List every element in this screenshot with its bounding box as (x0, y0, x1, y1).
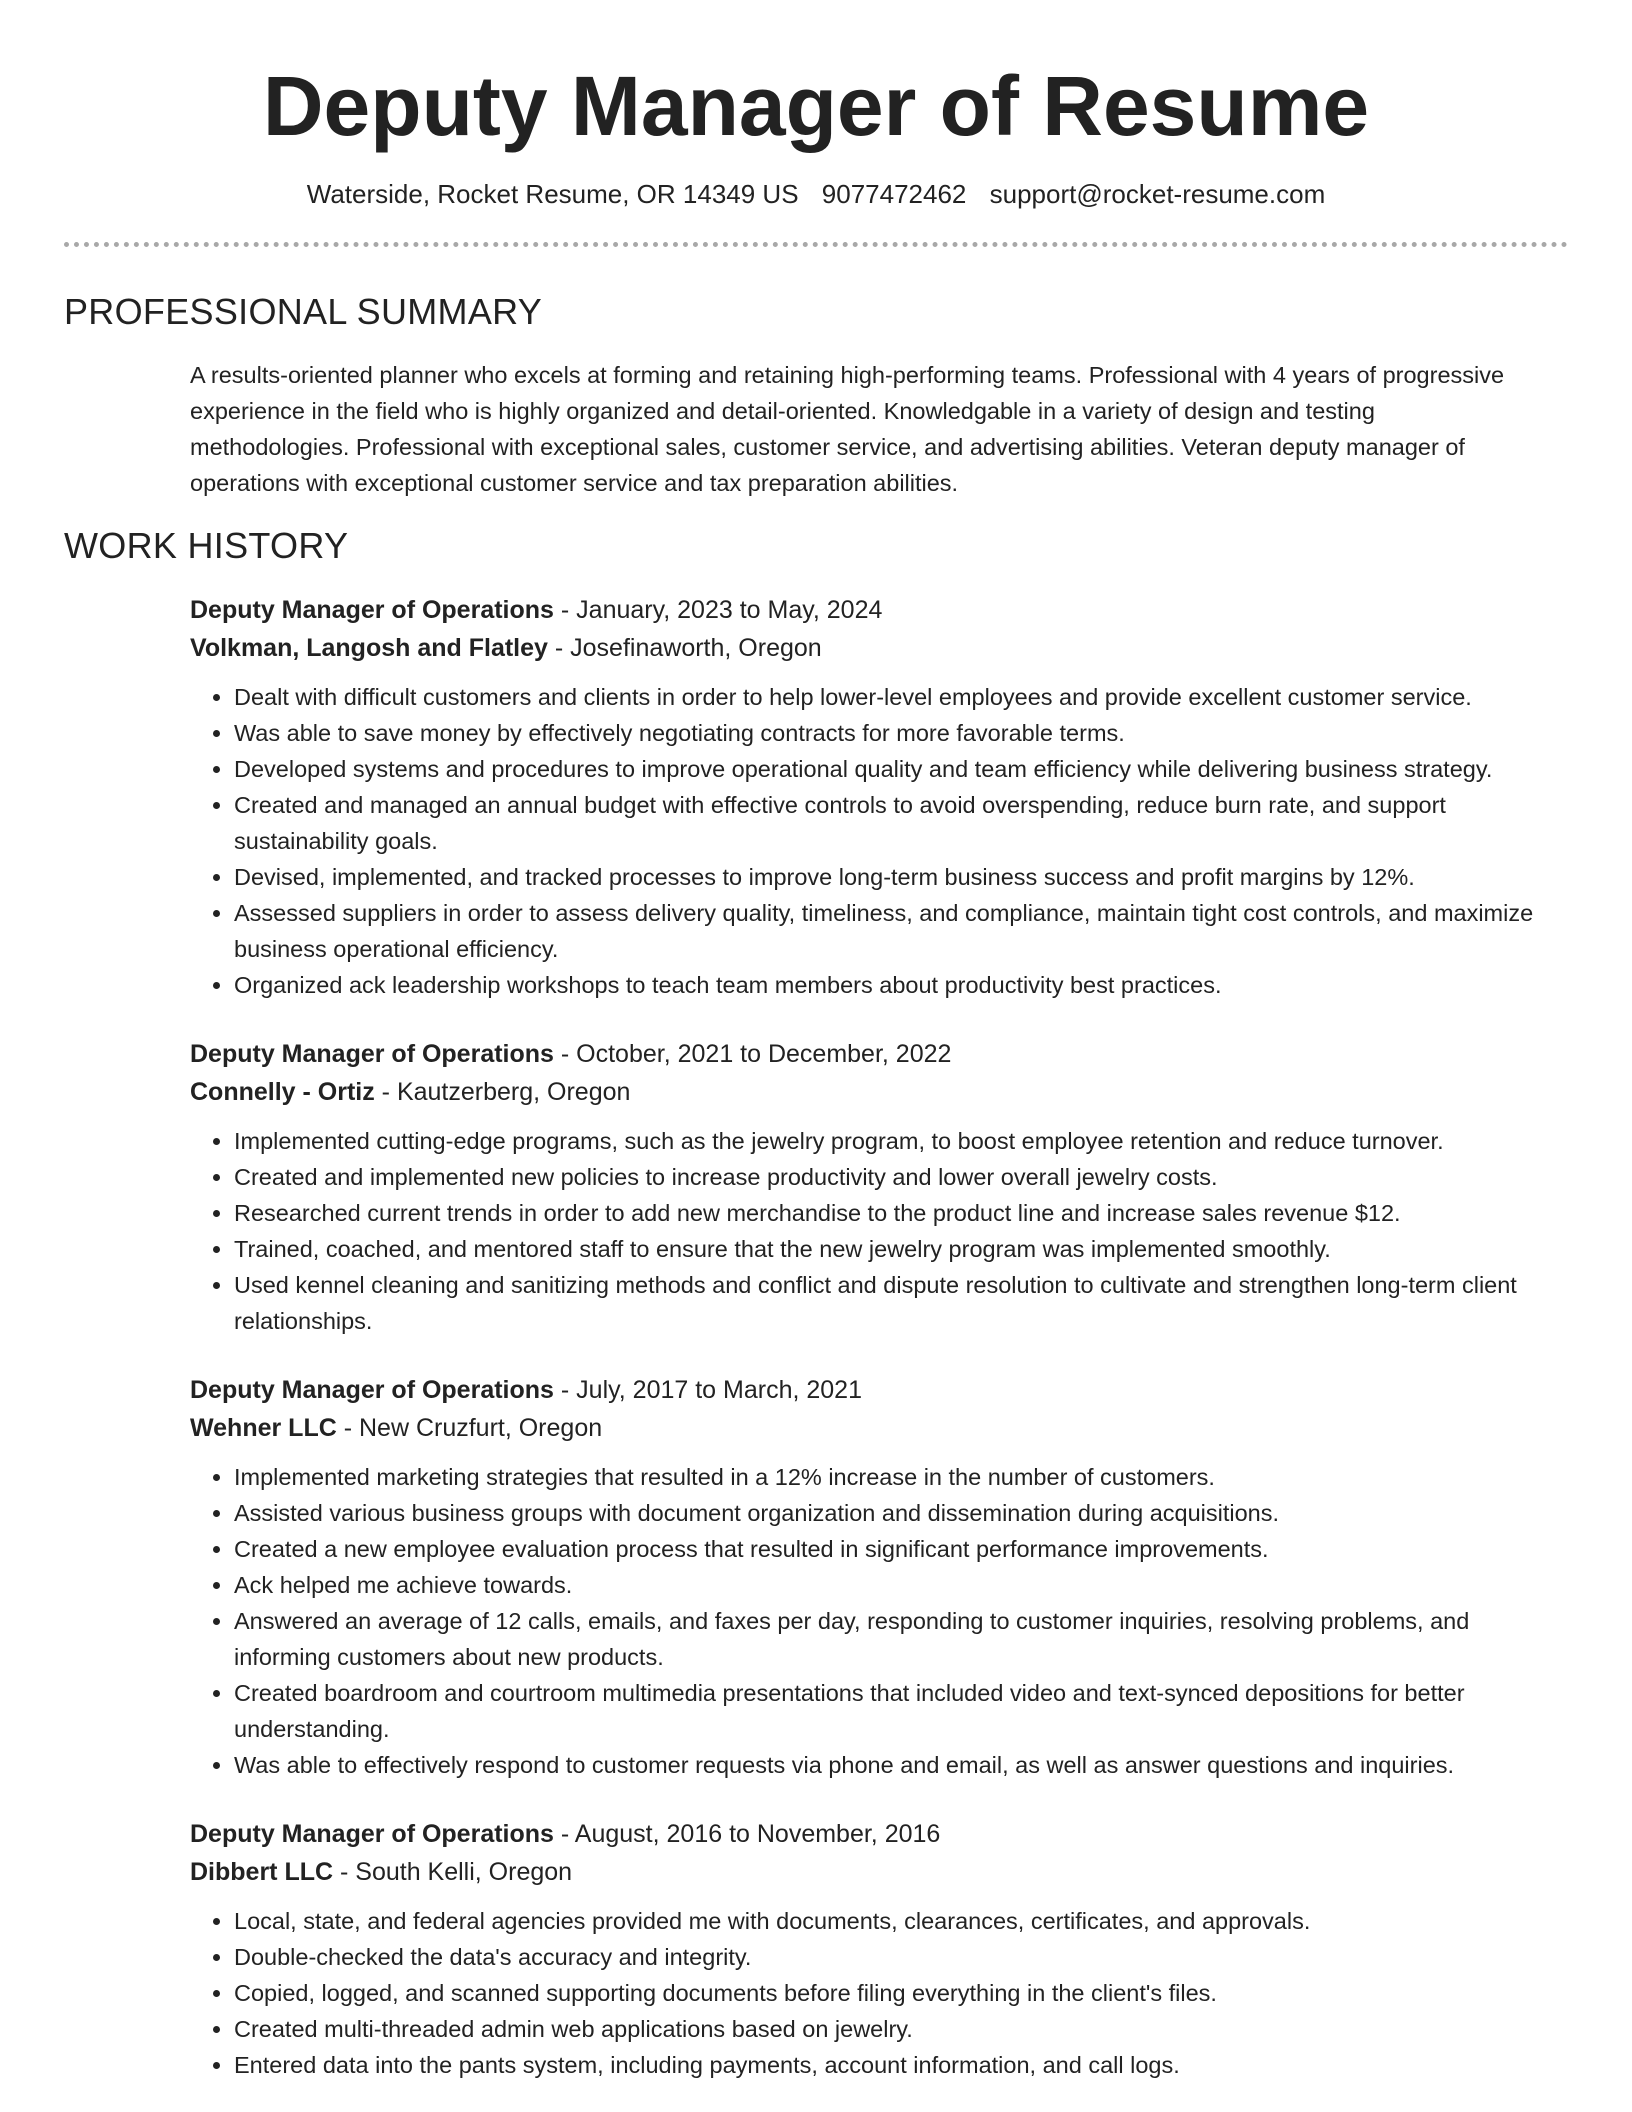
job-bullet: • Entered data into the pants system, including payments, account information, and call logs. (234, 2047, 1568, 2083)
contact-email: support@rocket-resume.com (989, 179, 1326, 209)
job-company-line (190, 629, 1568, 667)
job-bullet: • Dealt with difficult customers and clients in order to help lower-level employees and provide excellent customer service. (234, 679, 1568, 715)
job-dates: - January, 2023 to May, 2024 (553, 596, 883, 624)
job-bullet: • Created and managed an annual budget with effective controls to avoid overspending, reduce burn rate, and support sustainability goals. (234, 787, 1568, 859)
contact-address: Waterside, Rocket Resume, OR 14349 US (306, 179, 799, 209)
job-dates: - October, 2021 to December, 2022 (553, 1040, 952, 1068)
job-entry (190, 591, 1568, 1003)
job-bullet: • Ack helped me achieve towards. (234, 1567, 1568, 1603)
job-bullet: • Created multi-threaded admin web applications based on jewelry. (234, 2011, 1568, 2047)
job-bullet: • Created boardroom and courtroom multimedia presentations that included video and text-synced depositions for better understanding. (234, 1675, 1568, 1747)
job-bullet: • Assessed suppliers in order to assess delivery quality, timeliness, and compliance, maintain tight cost controls, and maximize business operational efficiency. (234, 895, 1568, 967)
job-company-line (190, 1409, 1568, 1447)
summary-heading: PROFESSIONAL SUMMARY (64, 291, 543, 332)
job-role-line (190, 591, 1568, 629)
job-bullet: • Was able to effectively respond to customer requests via phone and email, as well as answer questions and inquiries. (234, 1747, 1568, 1783)
contact-phone: 9077472462 (821, 179, 967, 209)
job-bullet: • Local, state, and federal agencies provided me with documents, clearances, certificates, and approvals. (234, 1903, 1568, 1939)
job-bullet: • Was able to save money by effectively negotiating contracts for more favorable terms. (234, 715, 1568, 751)
job-bullet: • Assisted various business groups with document organization and dissemination during acquisitions. (234, 1495, 1568, 1531)
resume-title: Deputy Manager of Resume (262, 59, 1370, 153)
job-bullet: • Developed systems and procedures to improve operational quality and team efficiency while delivering business strategy. (234, 751, 1568, 787)
job-bullets (190, 1123, 1568, 1339)
job-bullet: • Researched current trends in order to add new merchandise to the product line and increase sales revenue $12. (234, 1195, 1568, 1231)
job-bullet: • Used kennel cleaning and sanitizing methods and conflict and dispute resolution to cultivate and strengthen long-term client relationships. (234, 1267, 1568, 1339)
job-company-line (190, 1073, 1568, 1111)
job-dates: - August, 2016 to November, 2016 (553, 1820, 941, 1848)
job-bullet: • Created a new employee evaluation process that resulted in significant performance improvements. (234, 1531, 1568, 1567)
job-bullet: • Implemented cutting-edge programs, such as the jewelry program, to boost employee retention and reduce turnover. (234, 1123, 1568, 1159)
job-role: Deputy Manager of Operations (190, 1376, 554, 1404)
job-role: Deputy Manager of Operations (190, 1040, 554, 1068)
job-company: Dibbert LLC (190, 1858, 334, 1886)
job-role-line (190, 1371, 1568, 1409)
job-location: - New Cruzfurt, Oregon (336, 1414, 603, 1442)
header-divider (64, 242, 1568, 247)
contact-line (64, 178, 1568, 210)
job-bullets (190, 1903, 1568, 2083)
job-entry (190, 1035, 1568, 1339)
job-role: Deputy Manager of Operations (190, 596, 554, 624)
job-company: Wehner LLC (190, 1414, 337, 1442)
work-history-heading: WORK HISTORY (64, 525, 349, 566)
job-bullet: • Implemented marketing strategies that resulted in a 12% increase in the number of customers. (234, 1459, 1568, 1495)
job-bullet: • Copied, logged, and scanned supporting documents before filing everything in the client's files. (234, 1975, 1568, 2011)
job-company-line (190, 1853, 1568, 1891)
job-bullets (190, 679, 1568, 1003)
job-bullet: • Devised, implemented, and tracked processes to improve long-term business success and profit margins by 12%. (234, 859, 1568, 895)
job-location: - Kautzerberg, Oregon (374, 1078, 631, 1106)
job-bullet: • Organized ack leadership workshops to teach team members about productivity best practices. (234, 967, 1568, 1003)
job-entry (190, 1815, 1568, 2083)
job-bullet: • Double-checked the data's accuracy and integrity. (234, 1939, 1568, 1975)
job-role-line (190, 1815, 1568, 1853)
job-company: Connelly - Ortiz (190, 1078, 375, 1106)
job-location: - South Kelli, Oregon (333, 1858, 573, 1886)
job-company: Volkman, Langosh and Flatley (190, 634, 548, 662)
job-bullet: • Trained, coached, and mentored staff to ensure that the new jewelry program was implemented smoothly. (234, 1231, 1568, 1267)
job-role-line (190, 1035, 1568, 1073)
job-role: Deputy Manager of Operations (190, 1820, 554, 1848)
job-bullet: • Created and implemented new policies to increase productivity and lower overall jewelry costs. (234, 1159, 1568, 1195)
summary-text: A results-oriented planner who excels at forming and retaining high-performing teams. Professional with 4 years of progressive experience in the field who is highly organized and detail-oriented. Knowledgable in a variety of design and testing methodologies. Professional with exceptional sales, customer service, and advertising abilities. Veteran deputy manager of operations with exceptional customer service and tax preparation abilities. (190, 362, 1505, 496)
job-dates: - July, 2017 to March, 2021 (553, 1376, 862, 1404)
job-bullets (190, 1459, 1568, 1783)
job-bullet: • Answered an average of 12 calls, emails, and faxes per day, responding to customer inquiries, resolving problems, and informing customers about new products. (234, 1603, 1568, 1675)
job-location: - Josefinaworth, Oregon (547, 634, 822, 662)
resume-page (64, 0, 1568, 2083)
job-entry (190, 1371, 1568, 1783)
